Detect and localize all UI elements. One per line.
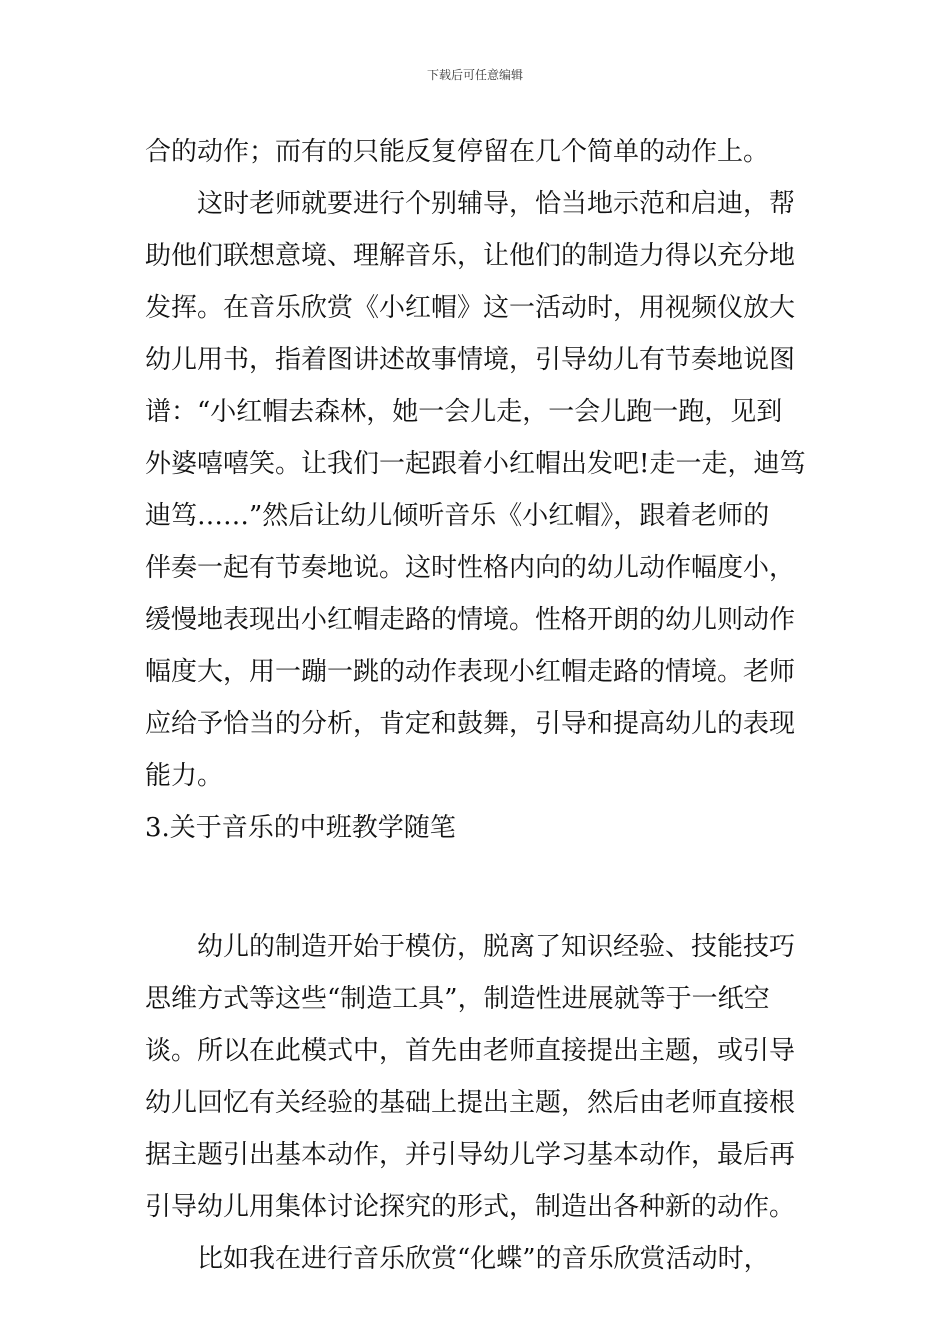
- paragraph-3-line: 幼儿回忆有关经验的基础上提出主题，然后由老师直接根: [145, 1088, 796, 1118]
- paragraph-2-line: 缓慢地表现出小红帽走路的情境。性格开朗的幼儿则动作: [145, 605, 796, 635]
- paragraph-2-line: 能力。: [145, 761, 224, 791]
- paragraph-3-line: 据主题引出基本动作，并引导幼儿学习基本动作，最后再: [145, 1140, 796, 1170]
- paragraph-3-line: 谈。所以在此模式中，首先由老师直接提出主题，或引导: [145, 1036, 796, 1066]
- paragraph-2-line: 迪笃……”然后让幼儿倾听音乐《小红帽》，跟着老师的: [145, 501, 770, 531]
- paragraph-2-line: 幅度大，用一蹦一跳的动作表现小红帽走路的情境。老师: [145, 657, 796, 687]
- document-body: [145, 126, 813, 1285]
- paragraph-3-line: 思维方式等这些“制造工具”，制造性进展就等于一纸空: [145, 984, 770, 1014]
- paragraph-2-line: 应给予恰当的分析，肯定和鼓舞，引导和提高幼儿的表现: [145, 709, 796, 739]
- section-gap: [145, 854, 813, 921]
- paragraph-2-line: 外婆嘻嘻笑。让我们一起跟着小红帽出发吧!走一走，迪笃: [145, 449, 806, 479]
- paragraph-2-line: 幼儿用书，指着图讲述故事情境，引导幼儿有节奏地说图: [145, 345, 796, 375]
- paragraph-2-line: 发挥。在音乐欣赏《小红帽》这一活动时，用视频仪放大: [145, 293, 796, 323]
- paragraph-3-line: 引导幼儿用集体讨论探究的形式，制造出各种新的动作。: [145, 1192, 796, 1222]
- paragraph-2-line: 这时老师就要进行个别辅导，恰当地示范和启迪，帮: [197, 189, 796, 219]
- paragraph-1-line: 合的动作；而有的只能反复停留在几个简单的动作上。: [145, 137, 770, 167]
- paragraph-2-line: 伴奏一起有节奏地说。这时性格内向的幼儿动作幅度小，: [145, 553, 796, 583]
- paragraph-4-line: 比如我在进行音乐欣赏“化蝶”的音乐欣赏活动时，: [197, 1244, 770, 1274]
- paragraph-3-line: 幼儿的制造开始于模仿，脱离了知识经验、技能技巧: [197, 932, 796, 962]
- paragraph-2-line: 谱：“小红帽去森林，她一会儿走，一会儿跑一跑，见到: [145, 397, 783, 427]
- paragraph-2-line: 助他们联想意境、理解音乐，让他们的制造力得以充分地: [145, 241, 796, 271]
- section-title: 3.关于音乐的中班教学随笔: [145, 813, 456, 843]
- page-header: 下载后可任意编辑: [426, 68, 523, 82]
